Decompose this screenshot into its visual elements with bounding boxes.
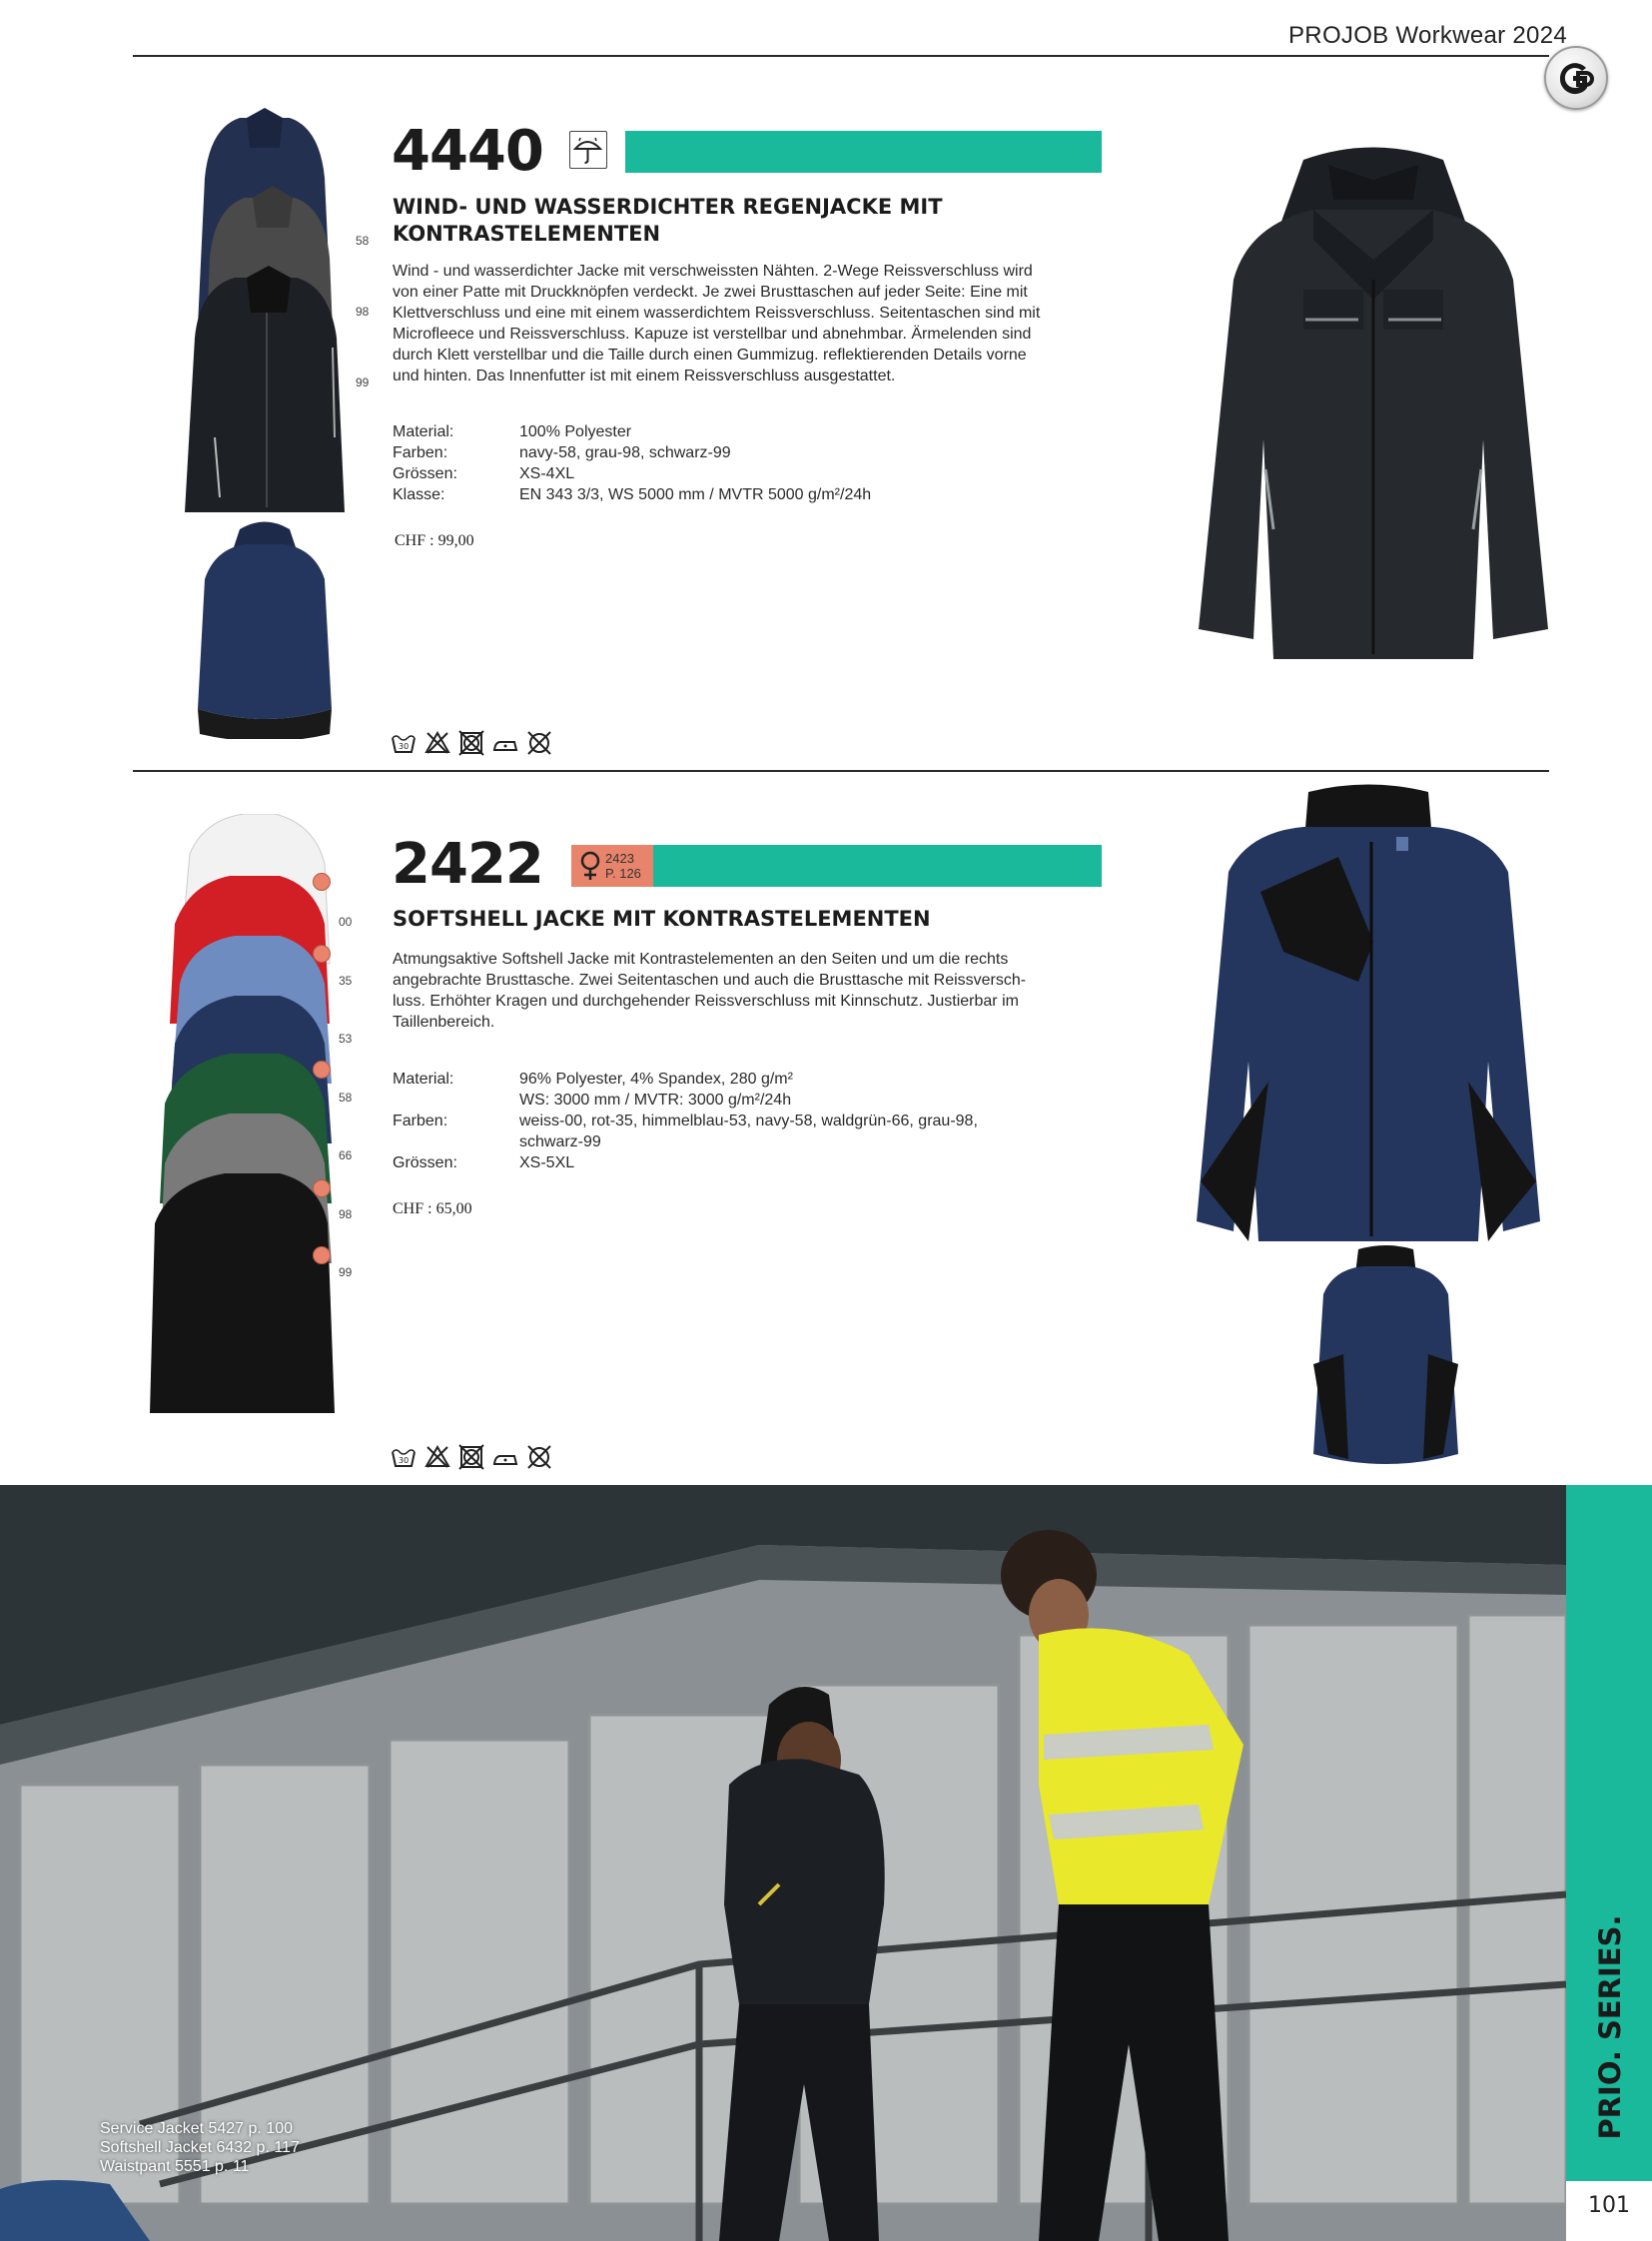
color-code: 99 bbox=[339, 1265, 353, 1279]
product-code: 4440 bbox=[392, 119, 543, 184]
photo-credits: Service Jacket 5427 p. 100 Softshell Jacket 6432 p. 117 Waistpant 5551 p. 11 bbox=[100, 2120, 300, 2175]
female-symbol-icon bbox=[577, 850, 603, 882]
color-code: 98 bbox=[339, 1207, 353, 1221]
product-back-view-image bbox=[190, 519, 340, 739]
color-code: 58 bbox=[339, 1091, 353, 1105]
no-tumble-dry-icon bbox=[458, 730, 484, 756]
product-specs: Material: 100% Polyester Farben: navy-58, grau-98, schwarz-99 Grössen: XS-4XL Klasse: EN 343 3/3, WS 5000 mm / MVTR 5000 g/m²/24h bbox=[393, 423, 872, 503]
series-label: PRIO. SERIES. bbox=[1593, 1914, 1627, 2140]
product-color-thumbnails bbox=[185, 108, 345, 512]
color-code: 98 bbox=[356, 305, 370, 319]
umbrella-icon bbox=[569, 131, 607, 169]
no-dry-clean-icon bbox=[526, 1444, 552, 1470]
care-symbols bbox=[391, 730, 552, 756]
color-code: 99 bbox=[356, 375, 370, 389]
product-price: CHF : 99,00 bbox=[395, 532, 474, 549]
no-bleach-icon bbox=[424, 730, 450, 756]
product-description: Atmungsaktive Softshell Jacke mit Kontrastelementen an den Seiten und um die rechts angebrachte Brusttasche. Zwei Seitentaschen und auch die Brusttasche mit Reissversch- luss. Erhöhter Kragen und durchgehender Reissverschluss mit Kinnschutz. Justierbar im Taillenbereich. bbox=[393, 951, 1027, 1031]
product-code: 2422 bbox=[392, 832, 543, 897]
female-version-icon bbox=[313, 1246, 331, 1264]
accent-bar bbox=[653, 845, 1102, 887]
product-title: SOFTSHELL JACKE MIT KONTRASTELEMENTEN bbox=[393, 907, 931, 931]
header-rule bbox=[133, 55, 1549, 57]
female-version-icon bbox=[313, 873, 331, 891]
color-code: 00 bbox=[339, 915, 353, 929]
wash-30-icon bbox=[391, 1444, 416, 1470]
badge-page: P. 126 bbox=[605, 866, 641, 881]
female-version-badge bbox=[571, 845, 653, 887]
iron-low-icon bbox=[492, 730, 518, 756]
iron-low-icon bbox=[492, 1444, 518, 1470]
color-code: 53 bbox=[339, 1032, 353, 1046]
accent-bar bbox=[625, 131, 1102, 173]
gd-logo-icon bbox=[1544, 46, 1608, 110]
no-tumble-dry-icon bbox=[458, 1444, 484, 1470]
product-back-view-image bbox=[1308, 1244, 1463, 1474]
color-code: 58 bbox=[356, 234, 370, 248]
no-dry-clean-icon bbox=[526, 730, 552, 756]
page-number: 101 bbox=[1588, 2193, 1630, 2218]
product-price: CHF : 65,00 bbox=[393, 1200, 472, 1217]
svg-text:30: 30 bbox=[399, 742, 410, 751]
badge-article: 2423 bbox=[605, 851, 634, 866]
female-version-icon bbox=[313, 945, 331, 963]
svg-text:30: 30 bbox=[399, 1456, 410, 1465]
female-version-icon bbox=[313, 1179, 331, 1197]
product-main-image bbox=[1194, 140, 1553, 669]
section-divider bbox=[133, 770, 1549, 772]
color-code: 66 bbox=[339, 1148, 353, 1162]
wash-30-icon bbox=[391, 730, 416, 756]
product-title: WIND- UND WASSERDICHTER REGENJACKE MIT KONTRASTELEMENTEN bbox=[393, 195, 943, 246]
product-specs: Material: 96% Polyester, 4% Spandex, 280 g/m² WS: 3000 mm / MVTR: 3000 g/m²/24h Farben: weiss-00, rot-35, himmelblau-53, navy-58, waldgrün-66, grau-98, schwarz-99 Grössen: XS-5XL bbox=[393, 1071, 978, 1171]
product-description: Wind - und wasserdichter Jacke mit verschweissten Nähten. 2-Wege Reissverschluss wird von einer Patte mit Druckknöpfen verdeckt. Je zwei Brusttaschen auf jeder Seite: Eine mit Klettverschluss und eine mit einem wasserdichtem Reissverschluss. Seitentaschen sind mit Microfleece und Reissverschluss. Kapuze ist verstellbar und abnehmbar. Ärmelenden sind durch Klett verstellbar und die Taille durch einen Gummizug. reflektierenden Details vorne und hinten. Das Innenfutter ist mit einem Reissverschluss ausgestattet. bbox=[393, 263, 1041, 384]
female-version-icon bbox=[313, 1061, 331, 1079]
product-color-thumbnails bbox=[150, 814, 335, 1418]
color-code: 35 bbox=[339, 974, 353, 988]
care-symbols bbox=[391, 1444, 552, 1470]
brand-header: PROJOB Workwear 2024 bbox=[1288, 22, 1567, 49]
product-main-image bbox=[1189, 782, 1548, 1246]
no-bleach-icon bbox=[424, 1444, 450, 1470]
